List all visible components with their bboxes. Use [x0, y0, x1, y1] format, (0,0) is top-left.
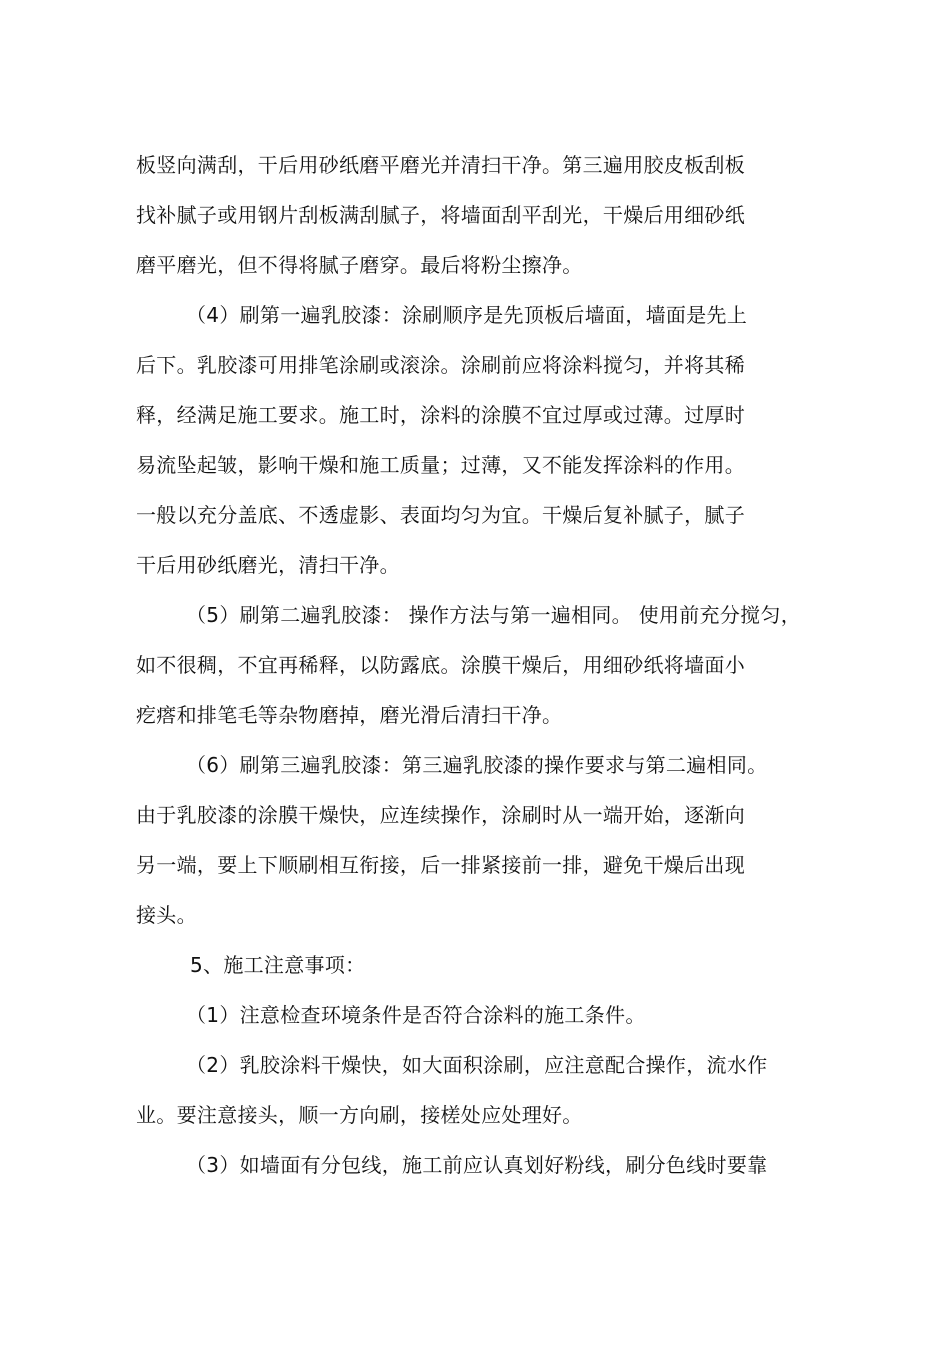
text-line: （3）如墙面有分包线，施工前应认真划好粉线，刷分色线时要靠 — [186, 1153, 768, 1177]
text-line: 板竖向满刮，干后用砂纸磨平磨光并清扫干净。第三遍用胶皮板刮板 — [136, 153, 745, 177]
text-line: 疙瘩和排笔毛等杂物磨掉，磨光滑后清扫干净。 — [136, 703, 563, 727]
text-line: （2）乳胶涂料干燥快，如大面积涂刷，应注意配合操作，流水作 — [186, 1053, 768, 1077]
text-line: 另一端，要上下顺刷相互衔接，后一排紧接前一排，避免干燥后出现 — [136, 853, 745, 877]
text-line: 一般以充分盖底、不透虚影、表面均匀为宜。干燥后复补腻子，腻子 — [136, 503, 745, 527]
text-line: 易流坠起皱，影响干燥和施工质量；过薄，又不能发挥涂料的作用。 — [136, 453, 745, 477]
text-line: 释，经满足施工要求。施工时，涂料的涂膜不宜过厚或过薄。过厚时 — [136, 403, 745, 427]
text-line: （5）刷第二遍乳胶漆： 操作方法与第一遍相同。 使用前充分搅匀， — [186, 603, 802, 627]
text-line: 磨平磨光，但不得将腻子磨穿。最后将粉尘擦净。 — [136, 253, 583, 277]
section-heading: 5、施工注意事项： — [190, 953, 366, 977]
text-line: （4）刷第一遍乳胶漆：涂刷顺序是先顶板后墙面，墙面是先上 — [186, 303, 748, 327]
text-line: 干后用砂纸磨光，清扫干净。 — [136, 553, 400, 577]
text-line: （6）刷第三遍乳胶漆：第三遍乳胶漆的操作要求与第二遍相同。 — [186, 753, 768, 777]
text-line: （1）注意检查环境条件是否符合涂料的施工条件。 — [186, 1003, 646, 1027]
text-line: 业。要注意接头，顺一方向刷，接槎处应处理好。 — [136, 1103, 583, 1127]
text-line: 接头。 — [136, 903, 197, 927]
text-line: 由于乳胶漆的涂膜干燥快，应连续操作，涂刷时从一端开始，逐渐向 — [136, 803, 745, 827]
text-line: 后下。乳胶漆可用排笔涂刷或滚涂。涂刷前应将涂料搅匀，并将其稀 — [136, 353, 745, 377]
text-line: 找补腻子或用钢片刮板满刮腻子，将墙面刮平刮光，干燥后用细砂纸 — [136, 203, 745, 227]
text-line: 如不很稠，不宜再稀释，以防露底。涂膜干燥后，用细砂纸将墙面小 — [136, 653, 745, 677]
